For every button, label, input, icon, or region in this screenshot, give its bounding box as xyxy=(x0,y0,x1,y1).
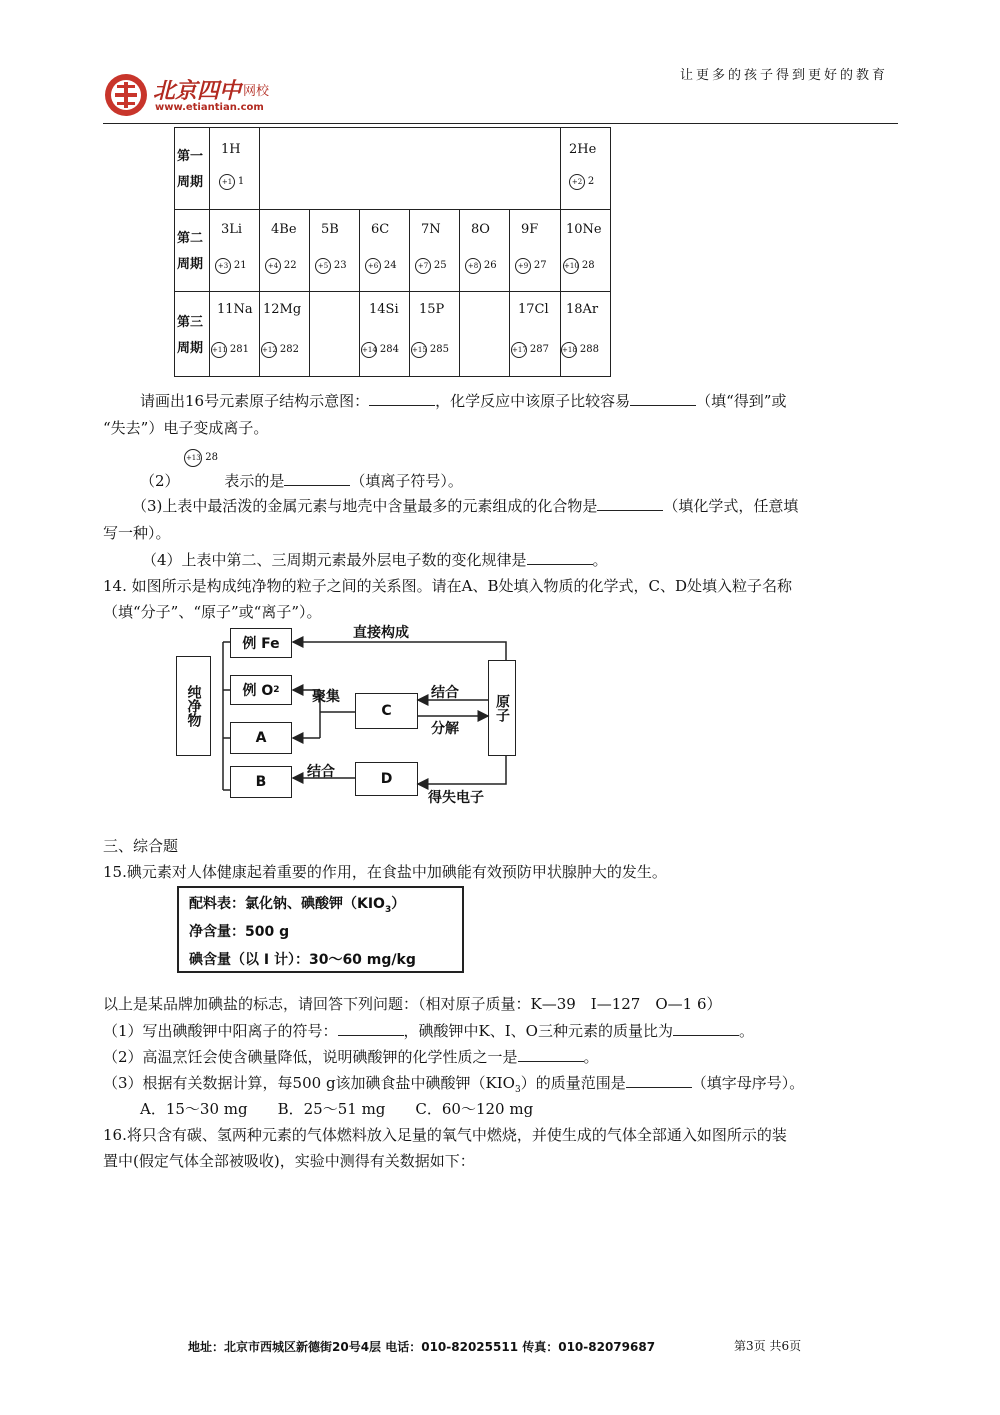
q13-line1: 请画出16号元素原子结构示意图： ，化学反应中该原子比较容易 （填“得到”或 xyxy=(140,392,787,410)
q16-line1: 16.将只含有碳、氢两种元素的气体燃料放入足量的氧气中燃烧，并使生成的气体全部通入如图所示的装 xyxy=(103,1126,787,1144)
period-label: 第二周期 xyxy=(177,231,204,272)
element-symbol: 12Mg xyxy=(263,302,302,317)
element-symbol: 3Li xyxy=(221,222,243,237)
pure-substance-box: 纯净物 xyxy=(176,656,211,756)
element-symbol: 2He xyxy=(569,142,597,157)
atom-structure: +3 21 xyxy=(215,258,247,274)
period-label: 第三周期 xyxy=(177,315,204,356)
atom-structure: +1 1 xyxy=(219,174,244,190)
q13-part2: （2） +13 28 表示的是 （填离子符号）。 xyxy=(140,466,463,491)
slogan: 让更多的孩子得到更好的教育 xyxy=(680,68,889,83)
label-gather: 聚集 xyxy=(312,689,340,705)
logo-url: www.etiantian.com xyxy=(155,102,264,113)
period-label: 第一周期 xyxy=(177,149,204,190)
atom-structure: +6 24 xyxy=(365,258,397,274)
element-symbol: 8O xyxy=(471,222,490,237)
particle-diagram xyxy=(170,620,530,810)
label-electron: 得失电子 xyxy=(428,790,484,806)
q15-part3: （3）根据有关数据计算，每500 g该加碘食盐中碘酸钾$(KIO_3)$的质量范围是 （填字母序号）。 xyxy=(103,1074,805,1095)
q16-line2: 置中(假定气体全部被吸收)，实验中测得有关数据如下： xyxy=(103,1152,475,1170)
answer-blank[interactable] xyxy=(673,1021,739,1036)
element-symbol: 11Na xyxy=(217,302,253,317)
q13-part4: （4）上表中第二、三周期元素最外层电子数的变化规律是 。 xyxy=(142,551,608,569)
label-direct: 直接构成 xyxy=(353,625,409,641)
q14-line1: 14. 如图所示是构成纯净物的粒子之间的关系图。请在A、B处填入物质的化学式，C、D处填入粒子名称 xyxy=(103,577,792,595)
footer-address: 地址：北京市西城区新德街20号4层 电话：010-82025511 传真：010-82079687 xyxy=(188,1340,656,1354)
element-symbol: 17Cl xyxy=(518,302,549,317)
answer-blank[interactable] xyxy=(284,471,350,486)
answer-blank[interactable] xyxy=(369,391,435,406)
answer-blank[interactable] xyxy=(338,1021,404,1036)
atom-structure: +5 23 xyxy=(315,258,347,274)
a-box[interactable]: A xyxy=(230,722,292,754)
c-box[interactable]: C xyxy=(355,693,418,729)
logo xyxy=(103,70,303,120)
q13-line2: “失去”）电子变成离子。 xyxy=(103,419,269,437)
fe-box: 例 Fe xyxy=(230,628,292,658)
element-symbol: 10Ne xyxy=(566,222,602,237)
logo-net: 网校 xyxy=(243,84,270,99)
element-symbol: 1H xyxy=(221,142,241,157)
element-symbol: 15P xyxy=(419,302,445,317)
ion-structure: +13 28 xyxy=(184,466,224,486)
section-heading: 三、综合题 xyxy=(103,837,179,855)
atom-box: 原子 xyxy=(488,660,516,756)
atom-structure: +17 287 xyxy=(511,342,549,358)
q15-intro: 以上是某品牌加碘盐的标志，请回答下列问题：（相对原子质量：K—39 I—127 O—1 6） xyxy=(103,995,722,1013)
element-symbol: 18Ar xyxy=(566,302,599,317)
footer-page: 第3页 共6页 xyxy=(734,1339,802,1353)
answer-blank[interactable] xyxy=(626,1073,692,1088)
answer-blank[interactable] xyxy=(630,391,696,406)
header-divider xyxy=(103,123,898,124)
logo-emblem-icon xyxy=(103,72,149,118)
atom-structure: +12 282 xyxy=(261,342,299,358)
salt-ingredients: 配料表：氯化钠、碘酸钾$(KIO_3)$ xyxy=(189,896,406,915)
d-box[interactable]: D xyxy=(355,762,418,796)
salt-iodine: 碘含量（以 I 计）：30～60 mg/kg xyxy=(189,952,416,968)
atom-structure: +15 285 xyxy=(411,342,449,358)
answer-blank[interactable] xyxy=(518,1047,584,1062)
atom-structure: +8 26 xyxy=(465,258,497,274)
atom-structure: +4 22 xyxy=(265,258,297,274)
atom-structure: +14 284 xyxy=(361,342,399,358)
element-symbol: 9F xyxy=(521,222,539,237)
atom-structure: +11 281 xyxy=(211,342,249,358)
label-decompose: 分解 xyxy=(431,721,459,737)
salt-label xyxy=(177,886,464,973)
q15-line1: 15.碘元素对人体健康起着重要的作用，在食盐中加碘能有效预防甲状腺肿大的发生。 xyxy=(103,863,667,881)
b-box[interactable]: B xyxy=(230,766,292,798)
q15-part1: （1）写出碘酸钾中阳离子的符号： ，碘酸钾中K、I、O三种元素的质量比为 。 xyxy=(103,1022,754,1040)
o2-box: 例 O 2 xyxy=(230,675,292,705)
element-symbol: 7N xyxy=(421,222,441,237)
q15-options: A．15～30 mg B．25～51 mg C．60～120 mg xyxy=(140,1100,534,1118)
logo-cn: 北京四中 xyxy=(153,78,242,104)
atom-structure: +10 28 xyxy=(563,258,595,274)
element-symbol: 5B xyxy=(321,222,339,237)
label-combine-c: 结合 xyxy=(431,685,459,701)
q15-part2: （2）高温烹饪会使含碘量降低，说明碘酸钾的化学性质之一是 。 xyxy=(103,1048,599,1066)
atom-structure: +2 2 xyxy=(569,174,594,190)
label-combine-d: 结合 xyxy=(307,764,335,780)
atom-structure: +7 25 xyxy=(415,258,447,274)
diagram-arrows xyxy=(170,620,530,810)
salt-net-weight: 净含量：500 g xyxy=(189,924,290,940)
atom-structure: +9 27 xyxy=(515,258,547,274)
element-symbol: 4Be xyxy=(271,222,297,237)
periodic-table xyxy=(174,127,611,377)
atom-structure: +18 288 xyxy=(561,342,599,358)
answer-blank[interactable] xyxy=(597,496,663,511)
element-symbol: 14Si xyxy=(369,302,399,317)
answer-blank[interactable] xyxy=(527,550,593,565)
element-symbol: 6C xyxy=(371,222,390,237)
q13-part3-cont: 写一种）。 xyxy=(103,524,171,542)
q14-line2: （填“分子”、“原子”或“离子”）。 xyxy=(103,603,322,621)
q13-part3: （3)上表中最活泼的金属元素与地壳中含量最多的元素组成的化合物是 （填化学式，任意填 xyxy=(132,497,799,515)
